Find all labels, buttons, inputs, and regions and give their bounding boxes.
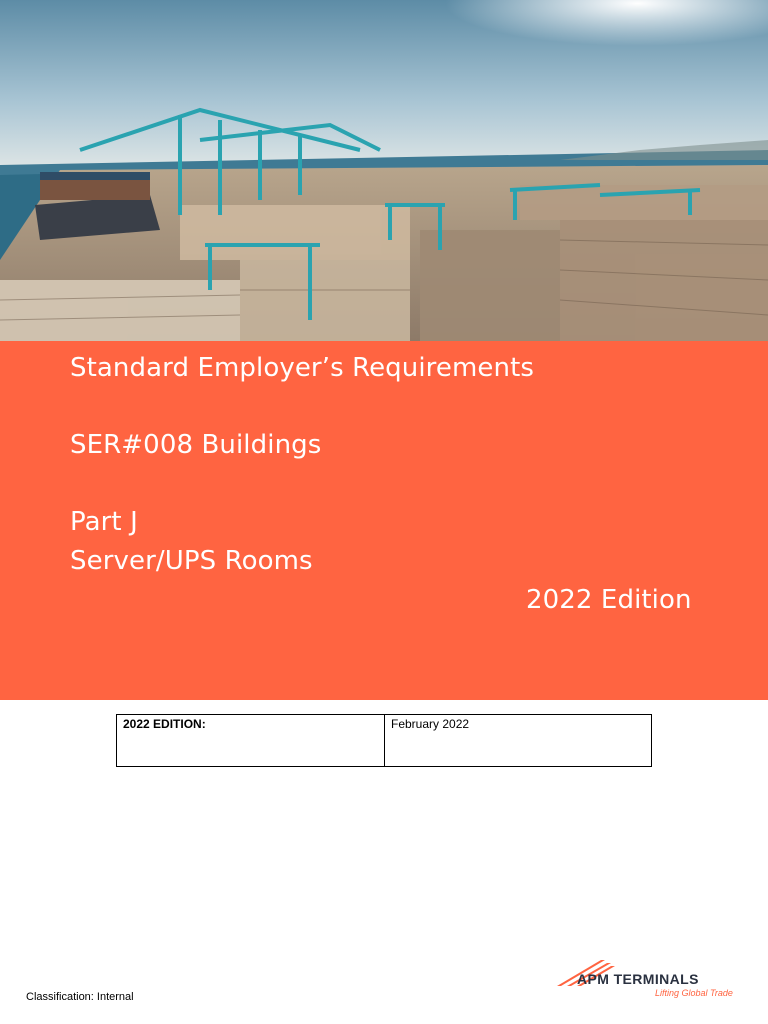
part-heading: Part J bbox=[70, 507, 138, 537]
cover-banner bbox=[0, 341, 768, 700]
subject-heading: Server/UPS Rooms bbox=[70, 546, 313, 576]
edition-label-cell: 2022 EDITION: bbox=[117, 715, 385, 767]
edition-date-cell: February 2022 bbox=[385, 715, 652, 767]
classification-label: Classification: Internal bbox=[26, 991, 134, 1003]
edition-table bbox=[116, 714, 652, 767]
edition-heading: 2022 Edition bbox=[526, 585, 692, 615]
document-title: Standard Employer’s Requirements bbox=[70, 353, 535, 383]
apm-terminals-logo bbox=[555, 958, 740, 1002]
logo-wordmark: APM TERMINALS bbox=[577, 971, 699, 987]
cover-photo-port-terminal bbox=[0, 0, 768, 341]
logo-tagline: Lifting Global Trade bbox=[655, 988, 733, 998]
ser-number-heading: SER#008 Buildings bbox=[70, 430, 322, 460]
port-terminal-illustration bbox=[0, 0, 768, 341]
table-row bbox=[117, 715, 652, 767]
